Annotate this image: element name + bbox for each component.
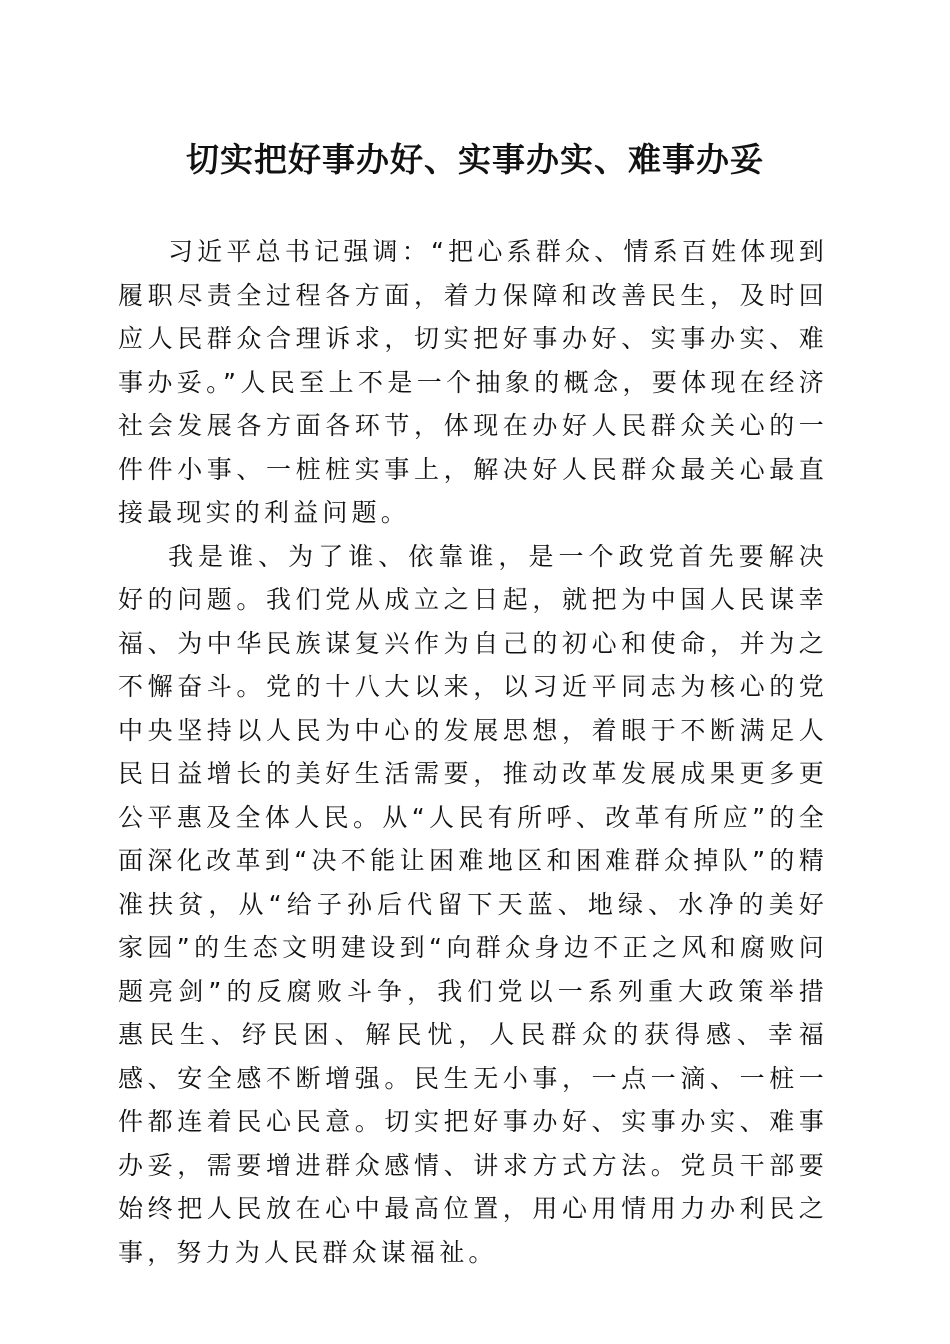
paragraph-2: 我是谁、为了谁、依靠谁，是一个政党首先要解决好的问题。我们党从成立之日起，就把为中国人民谋幸福、为中华民族谋复兴作为自己的初心和使命，并为之不懈奋斗。党的十八大以来，以习近平同志为核心的党中央坚持以人民为中心的发展思想，着眼于不断满足人民日益增长的美好生活需要，推动改革发展成果更多更公平惠及全体人民。从“人民有所呼、改革有所应”的全面深化改革到“决不能让困难地区和困难群众掉队”的精准扶贫，从“给子孙后代留下天蓝、地绿、水净的美好家园”的生态文明建设到“向群众身边不正之风和腐败问题亮剑”的反腐败斗争，我们党以一系列重大政策举措惠民生、纾民困、解民忧，人民群众的获得感、幸福感、安全感不断增强。民生无小事，一点一滴、一桩一件都连着民心民意。切实把好事办好、实事办实、难事办妥，需要增进群众感情、讲求方式方法。党员干部要始终把人民放在心中最高位置，用心用情用力办利民之事，努力为人民群众谋福祉。 xyxy=(118,541,828,1267)
document-body xyxy=(118,230,828,1274)
document-title: 切实把好事办好、实事办实、难事办妥 xyxy=(186,140,764,179)
paragraph-1: 习近平总书记强调：“把心系群众、情系百姓体现到履职尽责全过程各方面，着力保障和改善民生，及时回应人民群众合理诉求，切实把好事办好、实事办实、难事办妥。”人民至上不是一个抽象的概念，要体现在经济社会发展各方面各环节，体现在办好人民群众关心的一件件小事、一桩桩实事上，解决好人民群众最关心最直接最现实的利益问题。 xyxy=(118,237,828,527)
